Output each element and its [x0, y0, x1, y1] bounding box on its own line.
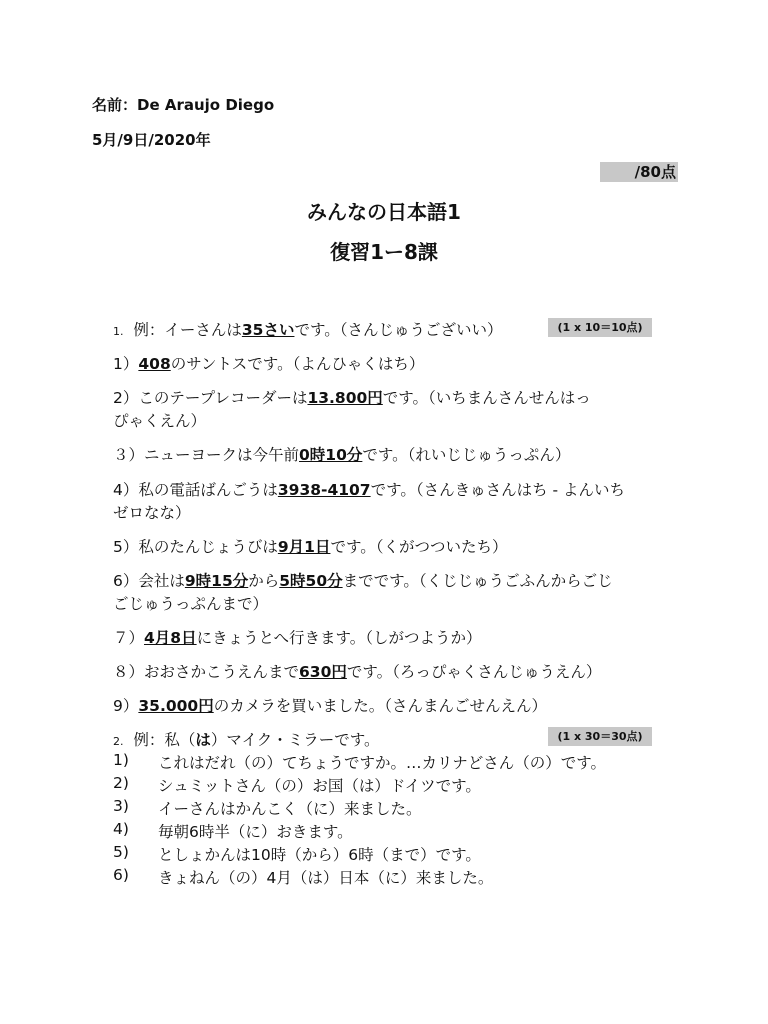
section1-points-badge: (1 x 10＝10点): [548, 318, 652, 337]
section1-item-continuation: ぴゃくえん）: [113, 412, 207, 430]
student-name-line: [92, 94, 274, 115]
example-answer: 35さい: [241, 321, 295, 339]
example-text: 例：イーさんは: [133, 321, 242, 339]
section2-points-badge: (1 x 30＝30点): [548, 727, 652, 746]
section1-item: 9）35.000円のカメラを買いました。（さんまんごせんえん）: [113, 697, 547, 715]
example-answer: は: [195, 731, 211, 749]
section2-example: [113, 728, 380, 750]
section1-item-continuation: ゼロなな）: [113, 504, 191, 522]
section1-item: ７）4月8日にきょうとへ行きます。（しがつようか）: [113, 629, 482, 647]
date-line: 5月/9日/2020年: [92, 131, 211, 149]
section1-item: ３）ニューヨークは今午前0時10分です。（れいじじゅうっぷん）: [113, 446, 571, 464]
section1-item: 6）会社は9時15分から5時50分までです。（くじじゅうごふんからごじ: [113, 572, 613, 590]
example-text-end: ）マイク・ミラーです。: [210, 731, 380, 749]
document-subtitle: 復習1ー8課: [330, 240, 438, 264]
score-box: /80点: [600, 162, 678, 182]
section2-number: 2.: [113, 735, 124, 748]
section1-number: 1.: [113, 325, 124, 338]
name-label: 名前：: [92, 96, 138, 114]
section1-item: 2）このテープレコーダーは13.800円です。（いちまんさんせんはっ: [113, 389, 591, 407]
document-title: みんなの日本語1: [307, 200, 461, 224]
section1-item: ８）おおさかこうえんまで630円です。（ろっぴゃくさんじゅうえん）: [113, 663, 602, 681]
section1-item: 1）408のサントスです。（よんひゃくはち）: [113, 355, 425, 373]
example-text: 例：私（: [133, 731, 196, 749]
student-name: De Araujo Diego: [137, 96, 275, 114]
section1-item-continuation: ごじゅうっぷんまで）: [113, 595, 269, 613]
section1-item: 5）私のたんじょうびは9月1日です。（くがつついたち）: [113, 538, 508, 556]
section1-item: 4）私の電話ばんごうは3938-4107です。（さんきゅさんはち - よんいち: [113, 481, 626, 499]
section1-example: [113, 318, 502, 340]
example-reading: です。（さんじゅうございい）: [294, 321, 503, 339]
document-page: 名前：De Araujo Diego 5月/9日/2020年 /80点 みんなの日本語1 復習1ー8課 1. 例：イーさんは35さいです。（さんじゅうございい） (1 x 10＝10点) 1）408のサントスです。（よんひゃくはち） 2）このテープレコーダーは13.800円です。（いちまんさんせんはっ ぴゃくえん） ３）ニューヨークは今午前0時10分です。（れいじじゅうっぷん） 4）私の電話ばんごうは3938-4107です。（さんきゅさんはち - よんいち ゼロなな） 5）私のたんじょうびは9月1日です。（くがつついたち） 6）会社は9時15分から5時50分までです。（くじじゅうごふんからごじ ごじゅうっぷんまで） ７）4月8日にきょうとへ行きます。（しがつようか） ８）おおさかこうえんまで630円です。（ろっぴゃくさんじゅうえん） 9）35.000円のカメラを買いました。（さんまんごせんえん） 2. 例：私（は）マイク・ミラーです。 (1 x 30＝30点) 1) これはだれ（の）てちょうですか。…カリナどさん（の）です。 2) シュミットさん（の）お国（は）ドイツです。 3) イーさんはかんこく（に）来ました。 4) 毎朝6時半（に）おきます。 5) としょかんは10時（から）6時（まで）です。 6) きょねん（の）4月（は）日本（に）来ました。: [0, 0, 768, 1024]
